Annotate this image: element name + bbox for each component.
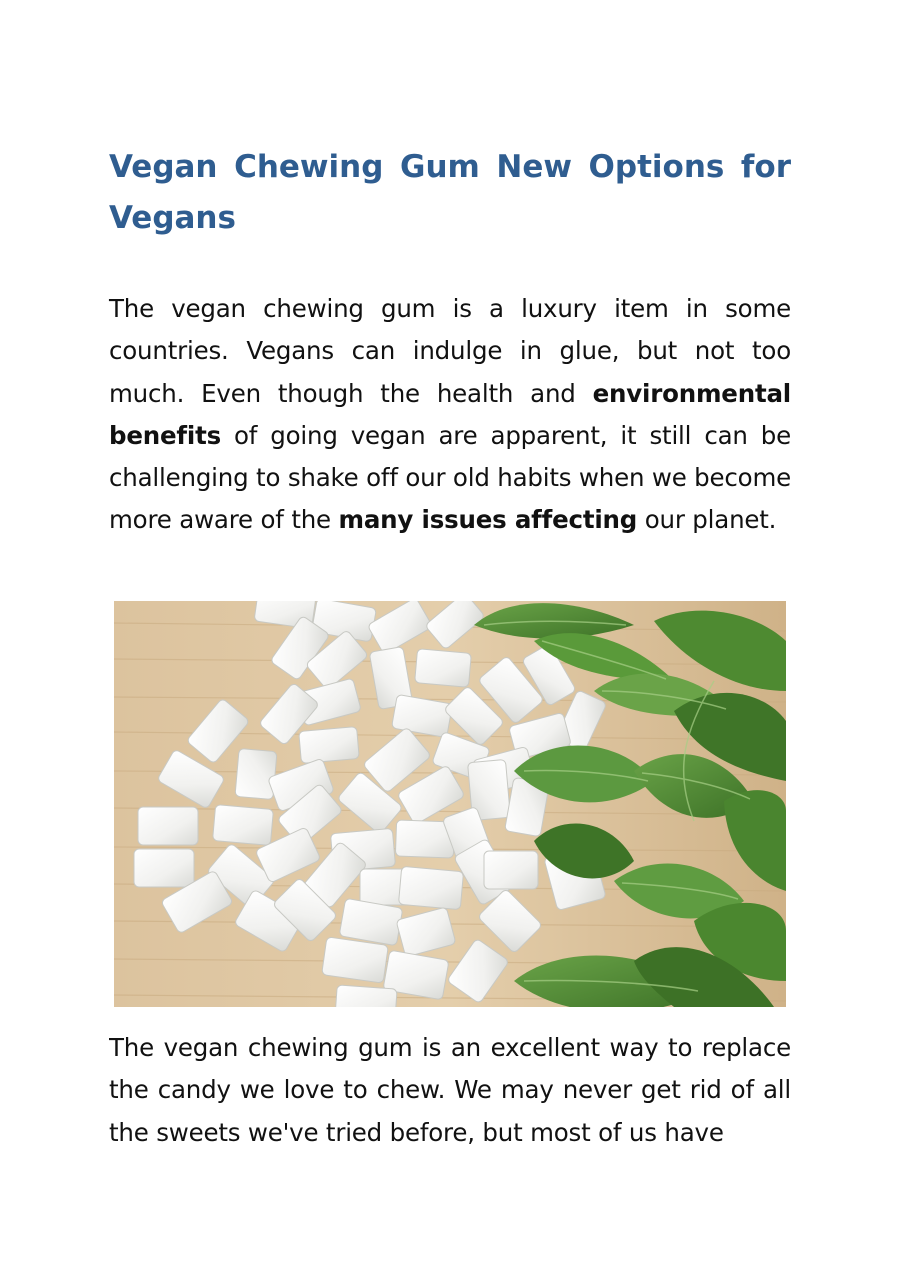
article-title: Vegan Chewing Gum New Options for Vegans (109, 149, 791, 236)
second-paragraph: The vegan chewing gum is an excellent way to replace the candy we love to chew. We may never get rid of all the sweets we've tried before, but most of us have (109, 1033, 791, 1147)
intro-text-2: of going vegan are apparent, it still can be challenging to shake off our old habits when we become more aware of the (109, 420, 791, 535)
bold-environmental-benefits: environmental benefits (109, 378, 791, 450)
photo-illustration (114, 601, 786, 1007)
intro-text-1: The vegan chewing gum is a luxury item in some countries. Vegans can indulge in glue, but not too much. Even though the health and (109, 294, 791, 408)
gum-and-mint-photo (114, 601, 786, 1007)
bold-many-issues: many issues affecting (338, 505, 638, 535)
intro-text-3: our planet. (637, 505, 777, 535)
intro-paragraph (109, 288, 791, 542)
